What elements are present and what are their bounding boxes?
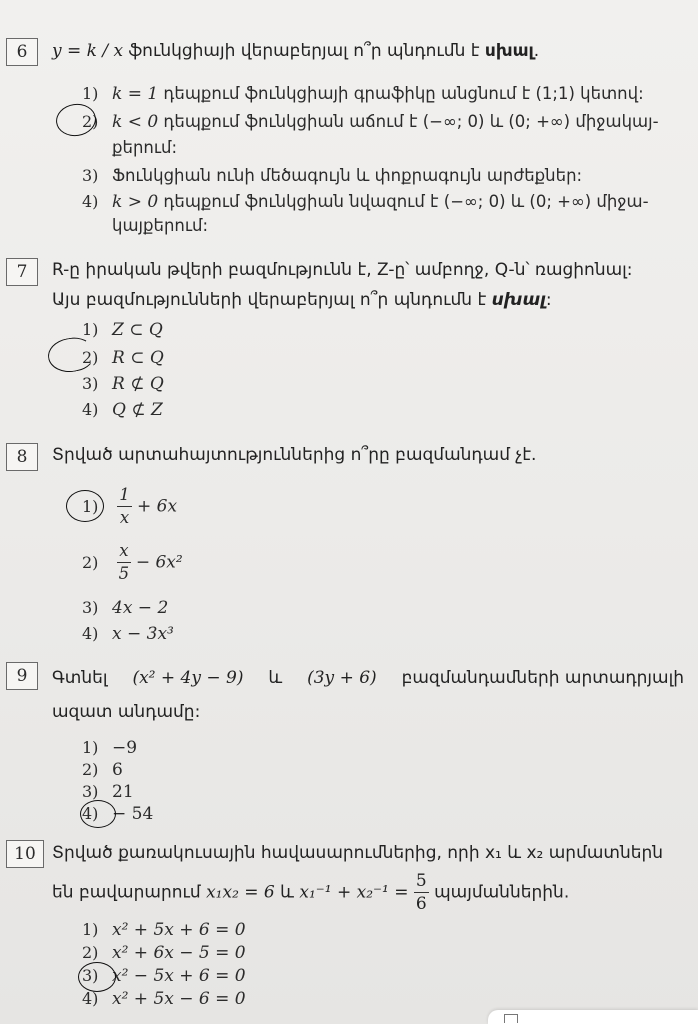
option-math: R ⊄ Q (112, 374, 164, 394)
option-number: 2) (82, 348, 99, 367)
option-math: Q ⊄ Z (112, 400, 163, 420)
question-number-text: 7 (16, 262, 28, 282)
option-number: 3) (82, 598, 99, 617)
option-7-4[interactable] (82, 396, 688, 424)
question-number (6, 443, 38, 471)
stem-math: x₁⁻¹ + x₂⁻¹ = (299, 882, 409, 903)
option-10-1[interactable] (82, 918, 688, 942)
option-number: 2) (82, 552, 99, 572)
option-number: 3) (82, 782, 99, 801)
question-number-text: 6 (16, 42, 28, 62)
option-number: 1) (82, 738, 99, 757)
fraction-numerator: 1 (117, 484, 132, 507)
option-6-3[interactable] (82, 162, 688, 190)
option-text: Ֆունկցիան ունի մեծագույն և փոքրագույն արժեքներ: (112, 166, 583, 185)
stem-text: Գտնել (52, 668, 108, 688)
stem-text: ֆունկցիայի վերաբերյալ ո՞ր պնդումն է (123, 41, 485, 61)
option-9-2[interactable] (82, 758, 688, 782)
stem-text: և (280, 882, 294, 903)
question-stem (52, 36, 688, 66)
option-math: − 54 (112, 804, 154, 824)
question-stem-line-2 (52, 285, 688, 315)
question-stem (52, 440, 688, 470)
option-7-1[interactable] (82, 316, 688, 344)
question-stem-line-2 (52, 870, 688, 915)
option-math: − 6x² (135, 552, 183, 573)
option-10-2[interactable] (82, 941, 688, 965)
fraction-denominator: x (119, 508, 130, 527)
option-10-4[interactable] (82, 987, 688, 1011)
stem-text: պայմաններին. (434, 882, 570, 903)
option-number: 2) (82, 760, 99, 779)
option-math: Z ⊂ Q (112, 320, 163, 340)
option-math: R ⊂ Q (112, 348, 164, 368)
option-math: k > 0 (112, 192, 159, 212)
option-number: 3) (82, 166, 99, 185)
stem-line-1: R-ը իրական թվերի բազմությունն է, Z-ը՝ ամբողջ, Q-ն՝ ռացիոնալ: (52, 260, 633, 280)
fraction (117, 484, 132, 529)
option-6-4-cont (112, 212, 688, 240)
question-number (6, 840, 44, 868)
option-6-2[interactable] (82, 108, 688, 136)
option-number: 4) (82, 192, 99, 211)
option-8-4[interactable] (82, 620, 688, 648)
stem-end: : (545, 290, 552, 310)
stem-text: Տրված արտահայտություններից ո՞րը բազմանդամ չէ. (52, 445, 537, 465)
fraction (117, 540, 130, 585)
question-stem-line-2 (52, 697, 688, 727)
question-stem (52, 255, 688, 285)
stem-math: (x² + 4y − 9) (132, 668, 244, 688)
option-7-2[interactable] (82, 344, 688, 372)
option-text: դեպքում ֆունկցիան աճում է (−∞; 0) և (0; +∞) միջակայ- (158, 112, 659, 131)
question-stem (52, 663, 688, 693)
option-math: 6 (112, 760, 123, 780)
option-math: k = 1 (112, 84, 159, 104)
stem-text: բազմանդամների արտադրյալի (401, 668, 684, 688)
option-number: 2) (82, 943, 99, 962)
option-math: 21 (112, 782, 134, 802)
fraction-numerator: 5 (415, 871, 427, 891)
option-math: x² + 5x − 6 = 0 (112, 989, 246, 1009)
stem-math: (3y + 6) (307, 668, 377, 688)
option-10-3[interactable] (82, 964, 688, 988)
stem-emphasis: սխալ (484, 41, 534, 61)
option-number: 4) (82, 624, 99, 643)
option-text: դեպքում ֆունկցիան նվազում է (−∞; 0) և (0; +∞) միջա- (158, 192, 649, 211)
stem-end: . (533, 41, 540, 61)
question-number-text: 8 (16, 447, 28, 467)
fraction-denominator: 5 (118, 564, 130, 583)
question-number (6, 258, 38, 286)
stem-math: y = k / x (52, 41, 124, 61)
stem-math: x₁x₂ = 6 (206, 882, 275, 903)
option-8-3[interactable] (82, 594, 688, 622)
question-number (6, 662, 38, 690)
option-text: դեպքում ֆունկցիայի գրաֆիկը անցնում է (1;1) կետով: (158, 84, 644, 103)
option-9-1[interactable] (82, 736, 688, 760)
option-number: 1) (82, 320, 99, 339)
stem-line-1: Տրված քառակուսային հավասարումներից, որի x₁ և x₂ արմատներն (52, 843, 664, 863)
stem-text: են բավարարում (52, 882, 201, 903)
option-math: + 6x (137, 496, 178, 517)
option-math: k < 0 (112, 112, 159, 132)
stem-emphasis: սխալ (491, 290, 546, 310)
option-8-2[interactable] (82, 540, 688, 585)
option-number: 4) (82, 989, 99, 1008)
stem-line-2: ազատ անդամը: (52, 702, 201, 722)
option-text-continued: կայքերում: (112, 216, 209, 235)
option-math: x² + 5x + 6 = 0 (112, 920, 246, 940)
question-number-text: 9 (16, 666, 28, 686)
option-number: 1) (82, 496, 99, 516)
option-math: 4x − 2 (112, 598, 169, 618)
fraction-numerator: x (117, 540, 130, 563)
option-number: 4) (82, 400, 99, 419)
option-number: 4) (82, 804, 99, 823)
option-number: 3) (82, 966, 99, 985)
option-number: 2) (82, 112, 99, 131)
option-8-1[interactable] (82, 484, 688, 529)
question-number (6, 38, 38, 66)
option-number: 1) (82, 84, 99, 103)
option-math: x² − 5x + 6 = 0 (112, 966, 246, 986)
option-6-2-cont (112, 134, 688, 162)
option-9-3[interactable] (82, 780, 688, 804)
stem-line-2: Այս բազմությունների վերաբերյալ ո՞ր պնդումն է (52, 290, 492, 310)
option-9-4[interactable] (82, 802, 688, 826)
option-number: 3) (82, 374, 99, 393)
option-6-1[interactable] (82, 80, 688, 108)
fraction (414, 870, 429, 915)
option-7-3[interactable] (82, 370, 688, 398)
question-number-text: 10 (14, 844, 36, 864)
overlay-popup-edge[interactable] (488, 1010, 698, 1024)
stem-text: և (268, 668, 283, 688)
option-math: −9 (112, 738, 138, 758)
fraction-denominator: 6 (415, 894, 427, 914)
option-number: 1) (82, 920, 99, 939)
window-icon (504, 1014, 518, 1023)
question-stem (52, 838, 688, 868)
option-math: x² + 6x − 5 = 0 (112, 943, 246, 963)
option-text-continued: քերում: (112, 138, 178, 157)
option-math: x − 3x³ (112, 624, 174, 644)
